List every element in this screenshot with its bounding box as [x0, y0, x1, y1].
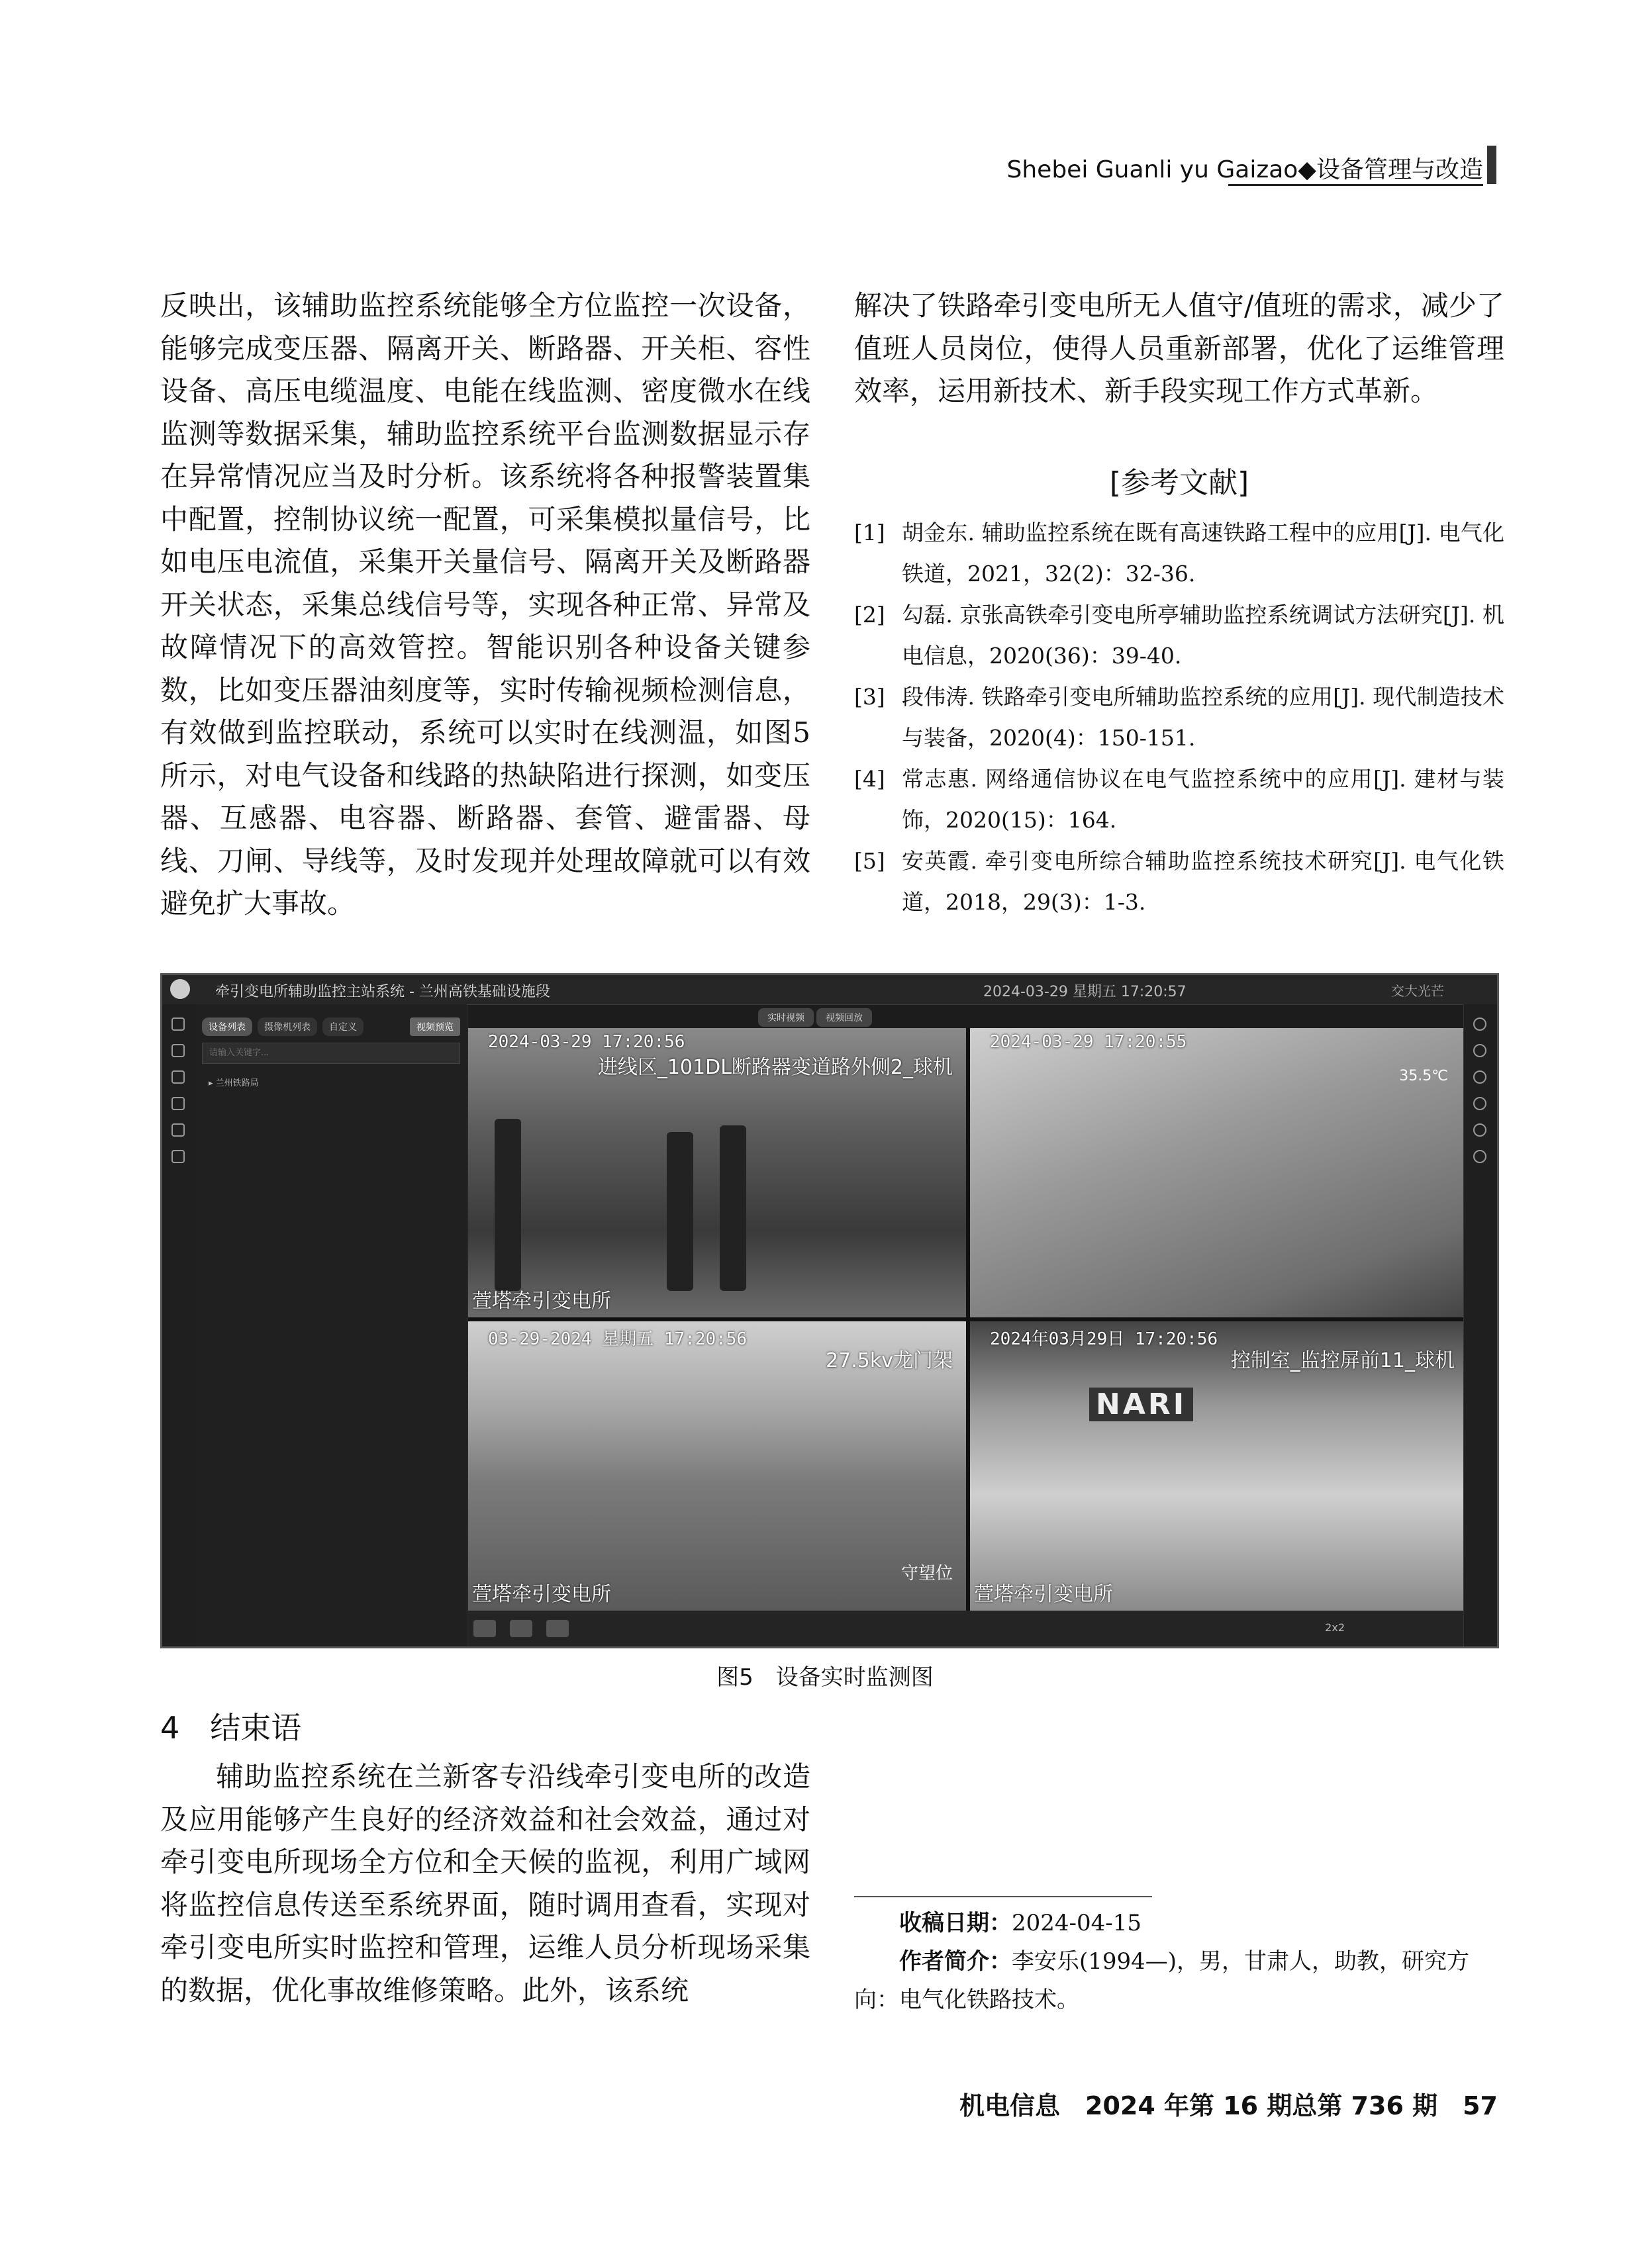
camera-temperature: 35.5℃: [1399, 1068, 1448, 1084]
page-footer: 机电信息 2024 年第 16 期总第 736 期 57: [959, 2091, 1498, 2120]
camera-station: 萱塔牵引变电所: [974, 1583, 1113, 1606]
tab-device-list[interactable]: 设备列表: [202, 1017, 252, 1036]
car-icon[interactable]: [171, 1150, 185, 1163]
reference-item: [854, 512, 1504, 594]
camera-view[interactable]: [468, 1028, 966, 1317]
reference-text: 安英霞. 牵引变电所综合辅助监控系统技术研究[J]. 电气化铁道，2018，29(3)：1-3.: [902, 848, 1504, 915]
references-title: [参考文献]: [1109, 465, 1249, 500]
reference-text: 勾磊. 京张高铁牵引变电所亭辅助监控系统调试方法研究[J]. 机电信息，2020(36)：39-40.: [902, 602, 1504, 669]
author-info: [854, 1942, 1504, 2019]
tab-playback[interactable]: 视频回放: [816, 1008, 872, 1027]
camera-timestamp: 2024年03月29日 17:20:56: [990, 1329, 1218, 1349]
app-titlebar: [162, 975, 1497, 1005]
reference-item: [854, 677, 1504, 759]
camera-timestamp: 03-29-2024 星期五 17:20:56: [488, 1329, 748, 1349]
nari-logo: NARI: [1089, 1388, 1193, 1421]
tab-live-video[interactable]: 实时视频: [758, 1008, 814, 1027]
building-icon[interactable]: [171, 1097, 185, 1110]
camera-timestamp: 2024-03-29 17:20:56: [488, 1032, 685, 1052]
insulator-shape: [720, 1125, 746, 1291]
camera-label: 控制室_监控屏前11_球机: [1230, 1349, 1455, 1372]
tree-search-input[interactable]: 请输入关键字...: [202, 1043, 460, 1064]
body-paragraph-right: 解决了铁路牵引变电所无人值守/值班的需求，减少了值班人员岗位，使得人员重新部署，优化了运维管理效率，运用新技术、新手段实现工作方式革新。: [854, 289, 1504, 407]
grid-layout-select[interactable]: 2x2: [1325, 1621, 1345, 1634]
received-date: [854, 1904, 1504, 1942]
right-column: [854, 285, 1504, 923]
reference-number: [1]: [854, 520, 885, 545]
figure-monitoring-screenshot: [160, 973, 1499, 1648]
figure-caption: 图5 设备实时监测图: [716, 1664, 934, 1691]
reference-number: [4]: [854, 766, 885, 792]
tab-camera-list[interactable]: 摄像机列表: [258, 1017, 317, 1036]
left-nav-rail: [162, 1004, 196, 1646]
reference-text: 胡金东. 辅助监控系统在既有高速铁路工程中的应用[J]. 电气化铁道，2021，32(2)：32-36.: [902, 520, 1504, 587]
received-value: 2024-04-15: [1012, 1910, 1142, 1936]
section-title: 4 结束语: [160, 1710, 302, 1746]
pulse-icon[interactable]: [171, 1123, 185, 1137]
tab-custom[interactable]: 自定义: [322, 1017, 364, 1036]
settings-icon[interactable]: [1473, 1070, 1486, 1084]
tree-tabs: [202, 1017, 460, 1036]
camera-icon[interactable]: [171, 1070, 185, 1084]
record-icon[interactable]: [510, 1620, 532, 1637]
fullscreen-icon[interactable]: [546, 1620, 569, 1637]
building-icon[interactable]: [1473, 1044, 1486, 1057]
message-icon[interactable]: [1473, 1097, 1486, 1110]
reference-number: [2]: [854, 602, 885, 628]
app-title: 牵引变电所辅助监控主站系统 - 兰州高铁基础设施段: [215, 984, 550, 1000]
camera-station: 萱塔牵引变电所: [472, 1583, 611, 1606]
camera-timestamp: 2024-03-29 17:20:55: [990, 1032, 1187, 1052]
video-grid: [468, 1028, 1468, 1611]
shield-icon[interactable]: [1473, 1150, 1486, 1163]
device-tree-panel: [195, 1004, 467, 1646]
video-preview-button[interactable]: 视频预览: [410, 1017, 460, 1036]
footnote-rule: [854, 1896, 1152, 1897]
camera-guard-position: 守望位: [900, 1564, 953, 1583]
right-tool-rail: [1463, 1004, 1497, 1646]
left-column: [160, 285, 810, 925]
reference-number: [5]: [854, 848, 885, 874]
conclusion-paragraph: 辅助监控系统在兰新客专沿线牵引变电所的改造及应用能够产生良好的经济效益和社会效益，通过对牵引变电所现场全方位和全天候的监视，利用广域网将监控信息传送至系统界面，随时调用查看，实现对牵引变电所实时监控和管理，运维人员分析现场采集的数据，优化事故维修策略。此外，该系统: [160, 1760, 810, 2007]
reference-text: 段伟涛. 铁路牵引变电所辅助监控系统的应用[J]. 现代制造技术与装备，2020(4)：150-151.: [902, 684, 1504, 751]
footnote: [854, 1904, 1504, 2019]
camera-view[interactable]: [468, 1321, 966, 1611]
user-icon[interactable]: [1473, 1123, 1486, 1137]
camera-label: 进线区_101DL断路器变道路外侧2_球机: [597, 1056, 953, 1079]
running-title: Shebei Guanli yu Gaizao◆设备管理与改造: [1006, 156, 1483, 183]
insulator-shape: [495, 1119, 521, 1291]
app-brand: 交大光芒: [1391, 983, 1444, 999]
device-icon[interactable]: [171, 1044, 185, 1057]
app-datetime: 2024-03-29 星期五 17:20:57: [983, 984, 1187, 1000]
insulator-shape: [667, 1132, 693, 1291]
received-label: 收稿日期：: [899, 1910, 1012, 1936]
video-toolbar: [468, 1611, 1464, 1646]
zoom-icon[interactable]: [1473, 1017, 1486, 1031]
reference-item: [854, 594, 1504, 677]
tree-node-lanzhou[interactable]: ▸ 兰州铁路局: [209, 1078, 259, 1088]
view-mode-tabs: [758, 1008, 872, 1027]
header-rule: [1228, 184, 1483, 186]
app-logo-icon: [170, 979, 190, 999]
home-icon[interactable]: [171, 1017, 185, 1031]
camera-view[interactable]: [970, 1321, 1468, 1611]
reference-text: 常志惠. 网络通信协议在电气监控系统中的应用[J]. 建材与装饰，2020(15)：164.: [902, 766, 1504, 833]
reference-number: [3]: [854, 684, 885, 710]
camera-view[interactable]: [970, 1028, 1468, 1317]
snapshot-icon[interactable]: [473, 1620, 496, 1637]
reference-item: [854, 759, 1504, 841]
reference-item: [854, 841, 1504, 923]
header-mark: [1487, 146, 1496, 184]
running-header: [927, 139, 1496, 192]
camera-label: 27.5kv龙门架: [826, 1349, 953, 1372]
camera-station: 萱塔牵引变电所: [472, 1290, 611, 1313]
author-value: 李安乐(1994—)，男，甘肃人，助教，研究方向：电气化铁路技术。: [854, 1948, 1470, 2013]
author-label: 作者简介：: [899, 1948, 1012, 1975]
body-paragraph-left: 反映出，该辅助监控系统能够全方位监控一次设备，能够完成变压器、隔离开关、断路器、开关柜、容性设备、高压电缆温度、电能在线监测、密度微水在线监测等数据采集，辅助监控系统平台监测数据显示存在异常情况应当及时分析。该系统将各种报警装置集中配置，控制协议统一配置，可采集模拟量信号，比如电压电流值，采集开关量信号、隔离开关及断路器开关状态，采集总线信号等，实现各种正常、异常及故障情况下的高效管控。智能识别各种设备关键参数，比如变压器油刻度等，实时传输视频检测信息，有效做到监控联动，系统可以实时在线测温，如图5所示，对电气设备和线路的热缺陷进行探测，如变压器、互感器、电容器、断路器、套管、避雷器、母线、刀闸、导线等，及时发现并处理故障就可以有效避免扩大事故。: [160, 289, 810, 920]
